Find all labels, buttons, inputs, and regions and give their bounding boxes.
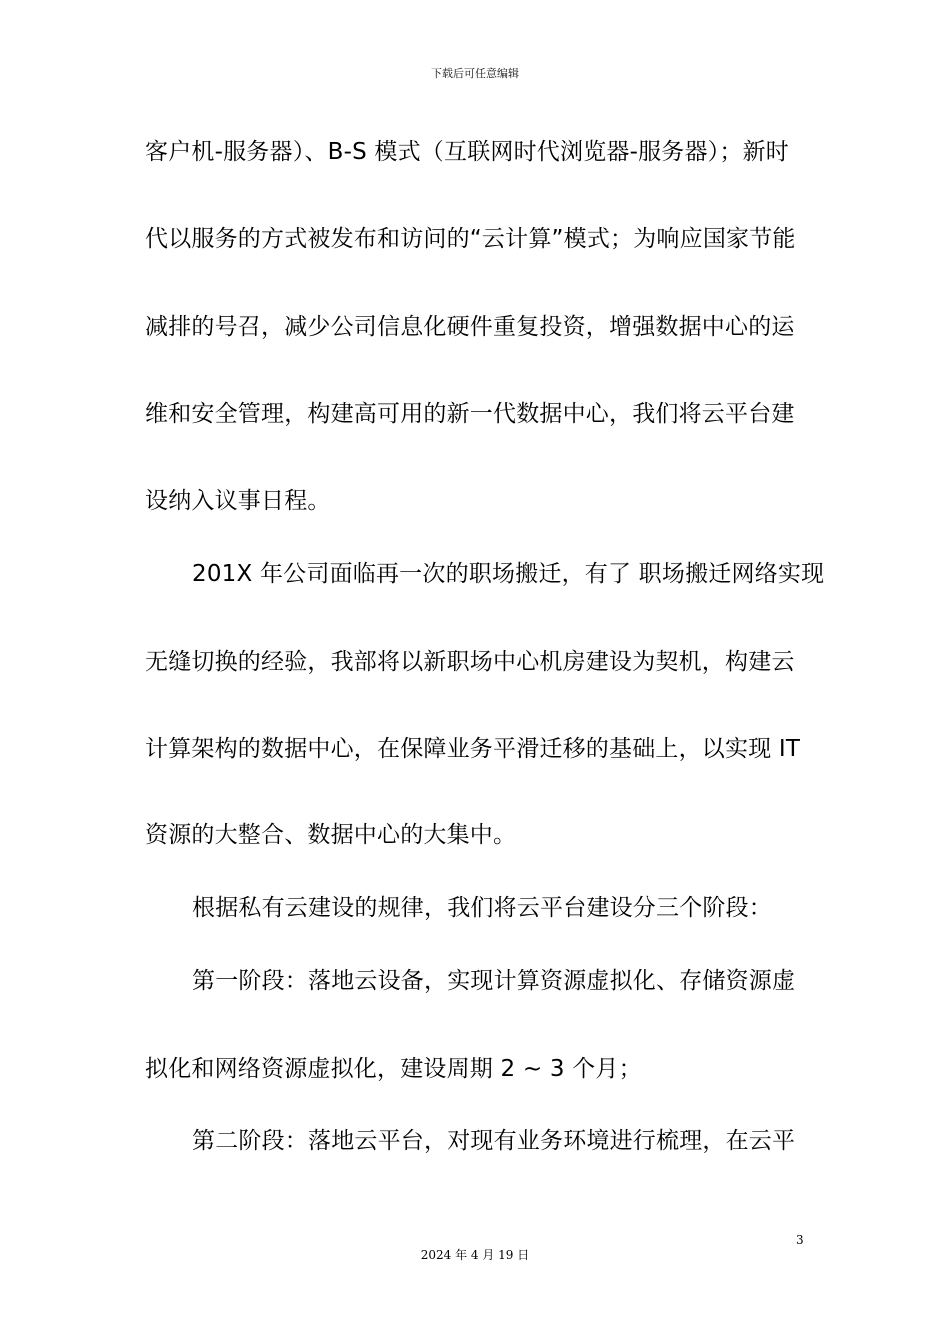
paragraph-line: 资源的大整合、数据中心的大集中。 <box>145 822 517 848</box>
paragraph-line: 客户机-服务器）、B-S 模式（互联网时代浏览器-服务器）；新时 <box>145 139 789 165</box>
paragraph-line: 根据私有云建设的规律，我们将云平台建设分三个阶段： <box>192 895 772 921</box>
page-header-note: 下载后可任意编辑 <box>431 67 519 80</box>
page-number: 3 <box>796 1233 804 1247</box>
paragraph-line: 第一阶段：落地云设备，实现计算资源虚拟化、存储资源虚 <box>192 968 796 994</box>
paragraph-line: 设纳入议事日程。 <box>145 488 331 514</box>
page-footer-date: 2024 年 4 月 19 日 <box>420 1248 530 1262</box>
paragraph-line: 无缝切换的经验，我部将以新职场中心机房建设为契机，构建云 <box>145 649 795 675</box>
paragraph-line: 减排的号召，减少公司信息化硬件重复投资，增强数据中心的运 <box>145 314 795 340</box>
paragraph-line: 第二阶段：落地云平台，对现有业务环境进行梳理，在云平 <box>192 1128 796 1154</box>
paragraph-line: 拟化和网络资源虚拟化，建设周期 2 ~ 3 个月； <box>145 1056 642 1082</box>
paragraph-line: 代以服务的方式被发布和访问的“云计算”模式；为响应国家节能 <box>145 226 796 252</box>
paragraph-line: 维和安全管理，构建高可用的新一代数据中心，我们将云平台建 <box>145 401 795 427</box>
paragraph-line: 计算架构的数据中心，在保障业务平滑迁移的基础上，以实现 IT <box>145 736 801 762</box>
paragraph-line: 201X 年公司面临再一次的职场搬迁，有了 职场搬迁网络实现 <box>192 561 825 587</box>
